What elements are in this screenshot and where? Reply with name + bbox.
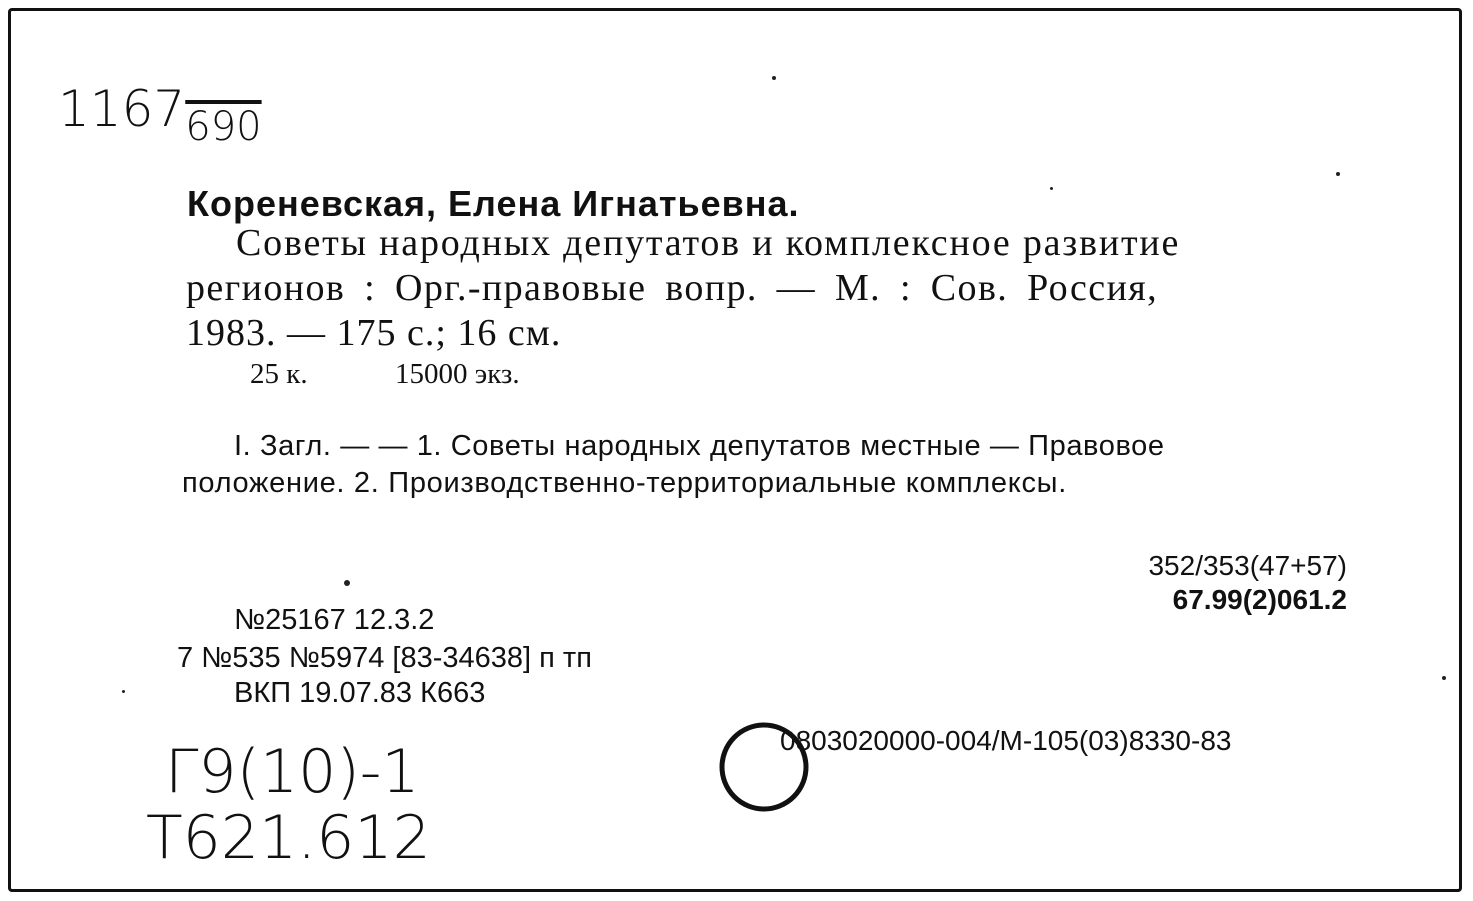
scan-speck <box>772 76 776 80</box>
bbk-code: 67.99(2)061.2 <box>1172 584 1347 615</box>
handwritten-number-main: 1167 <box>58 80 186 138</box>
title-line-3: 1983. — 175 с.; 16 см. <box>186 312 562 354</box>
price: 25 к. <box>250 358 308 390</box>
udc-code: 352/353(47+57) <box>1148 550 1347 581</box>
copies: 15000 экз. <box>395 358 520 390</box>
service-line-1: №25167 12.3.2 <box>234 604 435 636</box>
handwritten-shelf-line-1: Г9(10)-1 <box>165 737 420 807</box>
subjects-line-2: положение. 2. Производственно-территориальные комплексы. <box>182 467 1067 499</box>
scan-speck <box>1050 187 1053 190</box>
scan-speck <box>122 690 125 693</box>
isbn-code: 0803020000-004/М-105(03)8330-83 <box>780 725 1232 756</box>
handwritten-shelf-line-2: Т621.612 <box>146 803 431 873</box>
service-line-2: 7 №535 №5974 [83-34638] п тп <box>177 642 592 674</box>
scan-speck <box>1442 676 1446 680</box>
scan-speck <box>1336 172 1340 176</box>
title-line-2: регионов : Орг.-правовые вопр. — М. : Сов. Россия, <box>186 267 1159 309</box>
subjects-line-1: I. Загл. — — 1. Советы народных депутатов местные — Правовое <box>234 430 1165 462</box>
service-line-3: ВКП 19.07.83 К663 <box>234 677 486 709</box>
scan-speck <box>344 580 350 586</box>
author-heading: Кореневская, Елена Игнатьевна. <box>187 183 800 224</box>
handwritten-number <box>58 80 262 150</box>
title-line-1: Советы народных депутатов и комплексное развитие <box>236 222 1181 264</box>
handwritten-number-fraction: 690 <box>185 104 262 150</box>
